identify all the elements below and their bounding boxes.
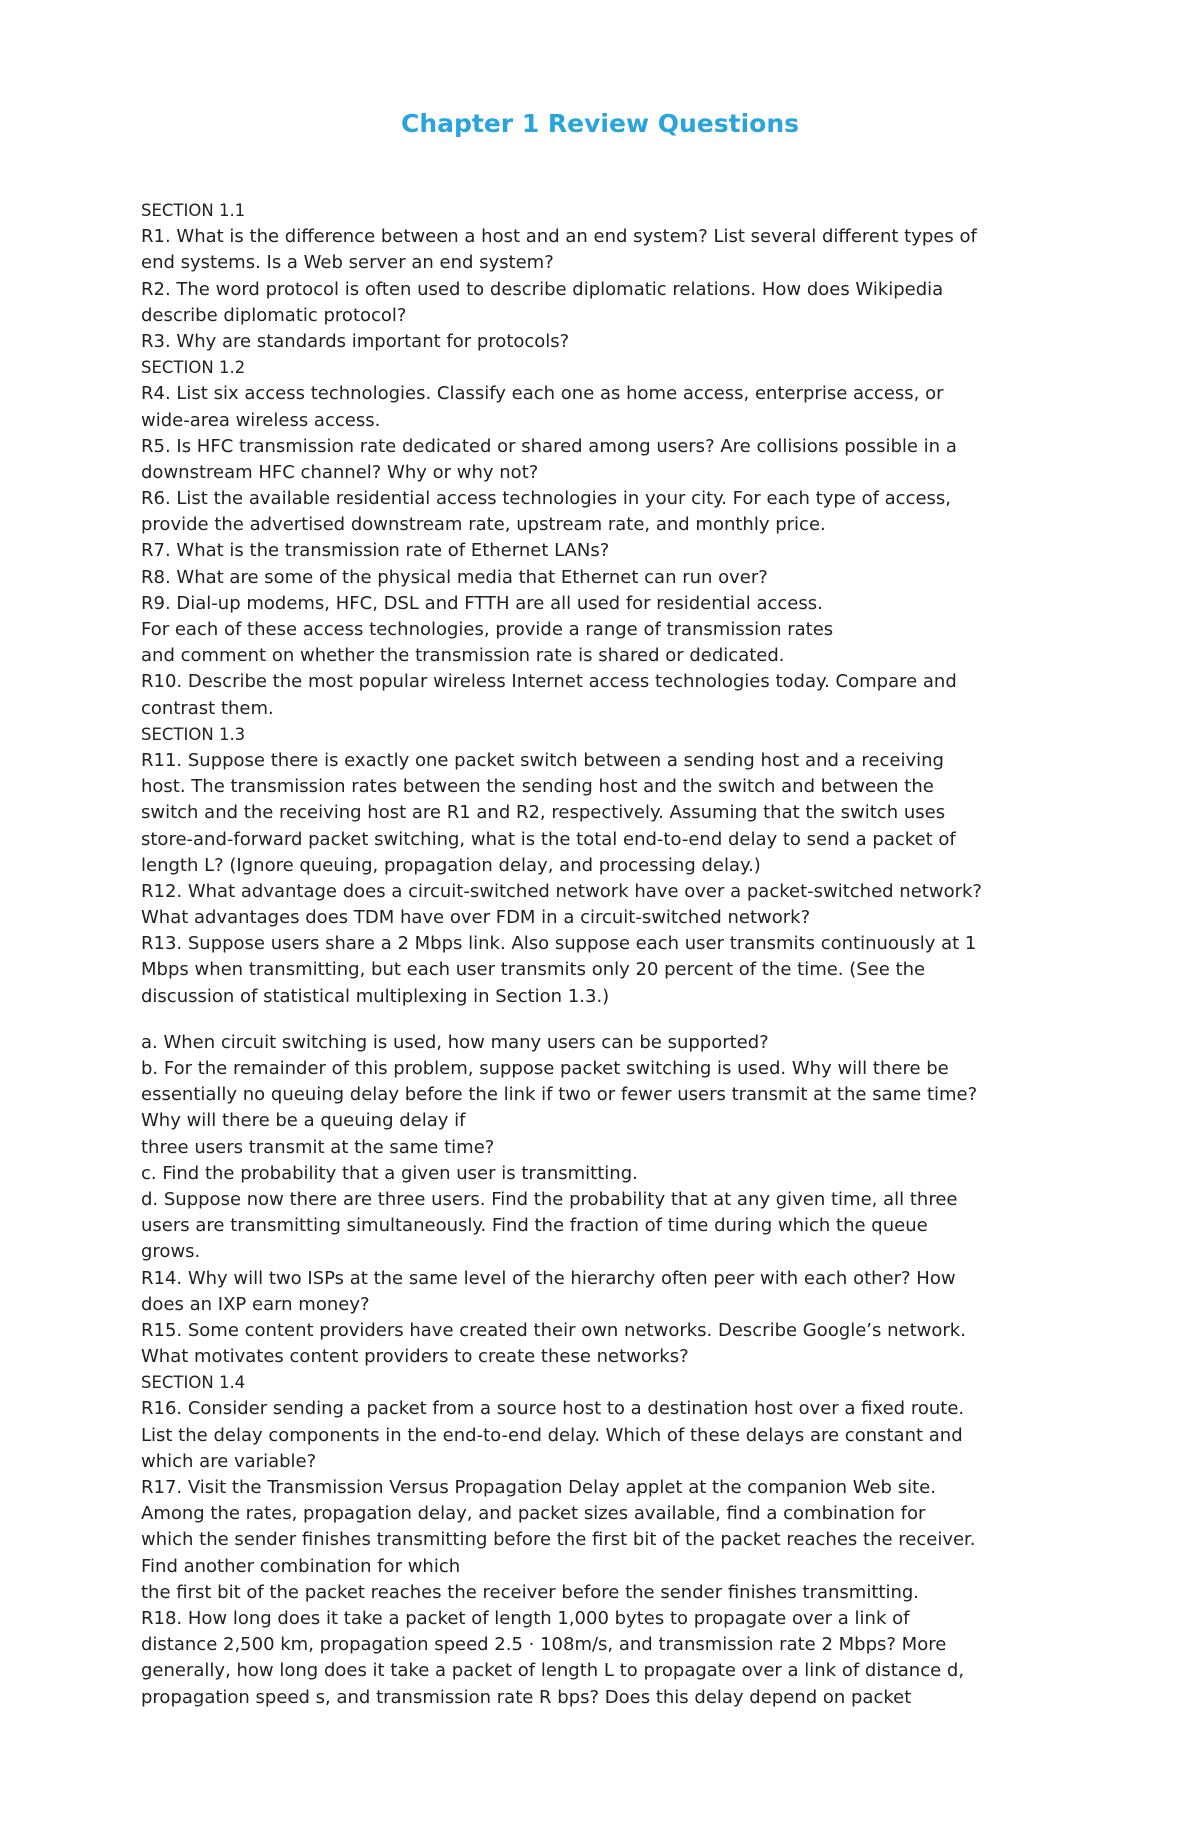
text-line: which are variable? xyxy=(141,1450,317,1472)
text-line: R1. What is the difference between a host and an end system? List several different types of xyxy=(141,226,977,248)
text-line: For each of these access technologies, provide a range of transmission rates xyxy=(141,619,834,640)
text-line: R15. Some content providers have created their own networks. Describe Google’s network. xyxy=(141,1319,966,1341)
text-line: which the sender finishes transmitting before the first bit of the packet reaches the receiver. xyxy=(141,1529,976,1551)
text-line: end systems. Is a Web server an end system? xyxy=(141,252,554,274)
text-line: users are transmitting simultaneously. Find the fraction of time during which the queue xyxy=(141,1215,928,1237)
text-line: discussion of statistical multiplexing in Section 1.3.) xyxy=(141,985,610,1007)
review-questions-body xyxy=(141,198,1081,1711)
section-heading: SECTION 1.4 xyxy=(141,1373,246,1393)
text-line: distance 2,500 km, propagation speed 2.5 · 108m/s, and transmission rate 2 Mbps? More xyxy=(141,1634,947,1656)
section-heading: SECTION 1.3 xyxy=(141,724,246,744)
text-line: and comment on whether the transmission rate is shared or dedicated. xyxy=(141,645,785,667)
text-line: R17. Visit the Transmission Versus Propagation Delay applet at the companion Web site. xyxy=(141,1477,936,1498)
text-line: contrast them. xyxy=(141,697,274,719)
text-line: R7. What is the transmission rate of Ethernet LANs? xyxy=(141,540,610,562)
page-title: Chapter 1 Review Questions xyxy=(400,109,800,138)
text-line: three users transmit at the same time? xyxy=(141,1136,495,1158)
text-line: c. Find the probability that a given user is transmitting. xyxy=(141,1162,638,1184)
text-line: List the delay components in the end-to-end delay. Which of these delays are constant and xyxy=(141,1424,963,1446)
text-line: Why will there be a queuing delay if xyxy=(141,1110,466,1132)
text-line: switch and the receiving host are R1 and R2, respectively. Assuming that the switch uses xyxy=(141,802,946,824)
text-line: wide-area wireless access. xyxy=(141,409,381,431)
text-line: R9. Dial-up modems, HFC, DSL and FTTH are all used for residential access. xyxy=(141,592,823,614)
text-line: Find another combination for which xyxy=(141,1555,461,1577)
text-line: b. For the remainder of this problem, suppose packet switching is used. Why will there be xyxy=(141,1058,949,1079)
text-line: a. When circuit switching is used, how many users can be supported? xyxy=(141,1031,769,1053)
text-line: grows. xyxy=(141,1241,201,1263)
text-line: Mbps when transmitting, but each user transmits only 20 percent of the time. (See the xyxy=(141,959,926,981)
text-line: describe diplomatic protocol? xyxy=(141,304,407,326)
text-line: R16. Consider sending a packet from a source host to a destination host over a fixed route. xyxy=(141,1398,965,1420)
text-line: R6. List the available residential access technologies in your city. For each type of access, xyxy=(141,488,952,510)
text-line: R18. How long does it take a packet of length 1,000 bytes to propagate over a link of xyxy=(141,1607,910,1629)
text-line: R4. List six access technologies. Classify each one as home access, enterprise access, or xyxy=(141,383,944,405)
section-heading: SECTION 1.2 xyxy=(141,358,246,378)
text-line: provide the advertised downstream rate, upstream rate, and monthly price. xyxy=(141,514,826,536)
text-line: host. The transmission rates between the sending host and the switch and between the xyxy=(141,776,934,798)
text-line: R14. Why will two ISPs at the same level of the hierarchy often peer with each other? How xyxy=(141,1267,956,1289)
text-line: essentially no queuing delay before the link if two or fewer users transmit at the same time? xyxy=(141,1084,978,1106)
text-line: does an IXP earn money? xyxy=(141,1293,370,1315)
text-line: R5. Is HFC transmission rate dedicated or shared among users? Are collisions possible in a xyxy=(141,435,957,457)
text-line: What motivates content providers to create these networks? xyxy=(141,1346,689,1368)
text-line: R13. Suppose users share a 2 Mbps link. Also suppose each user transmits continuously at 1 xyxy=(141,933,977,955)
section-heading: SECTION 1.1 xyxy=(141,201,246,220)
paragraph-gap xyxy=(141,1010,1081,1030)
text-line: R10. Describe the most popular wireless Internet access technologies today. Compare and xyxy=(141,671,957,693)
text-line: downstream HFC channel? Why or why not? xyxy=(141,461,539,483)
text-line: the first bit of the packet reaches the receiver before the sender finishes transmitting. xyxy=(141,1581,920,1603)
text-line: R2. The word protocol is often used to describe diplomatic relations. How does Wikipedia xyxy=(141,278,944,300)
text-line: R11. Suppose there is exactly one packet switch between a sending host and a receiving xyxy=(141,749,944,771)
text-line: store-and-forward packet switching, what is the total end-to-end delay to send a packet of xyxy=(141,828,956,850)
text-line: R12. What advantage does a circuit-switched network have over a packet-switched network? xyxy=(141,880,982,902)
text-line: Among the rates, propagation delay, and packet sizes available, find a combination for xyxy=(141,1503,926,1525)
text-line: R3. Why are standards important for protocols? xyxy=(141,330,570,352)
text-line: propagation speed s, and transmission rate R bps? Does this delay depend on packet xyxy=(141,1686,912,1708)
text-line: length L? (Ignore queuing, propagation delay, and processing delay.) xyxy=(141,854,761,876)
text-line: R8. What are some of the physical media that Ethernet can run over? xyxy=(141,566,768,588)
text-line: d. Suppose now there are three users. Find the probability that at any given time, all three xyxy=(141,1188,958,1210)
text-line: What advantages does TDM have over FDM in a circuit-switched network? xyxy=(141,907,811,929)
text-line: generally, how long does it take a packet of length L to propagate over a link of distance d, xyxy=(141,1660,965,1682)
